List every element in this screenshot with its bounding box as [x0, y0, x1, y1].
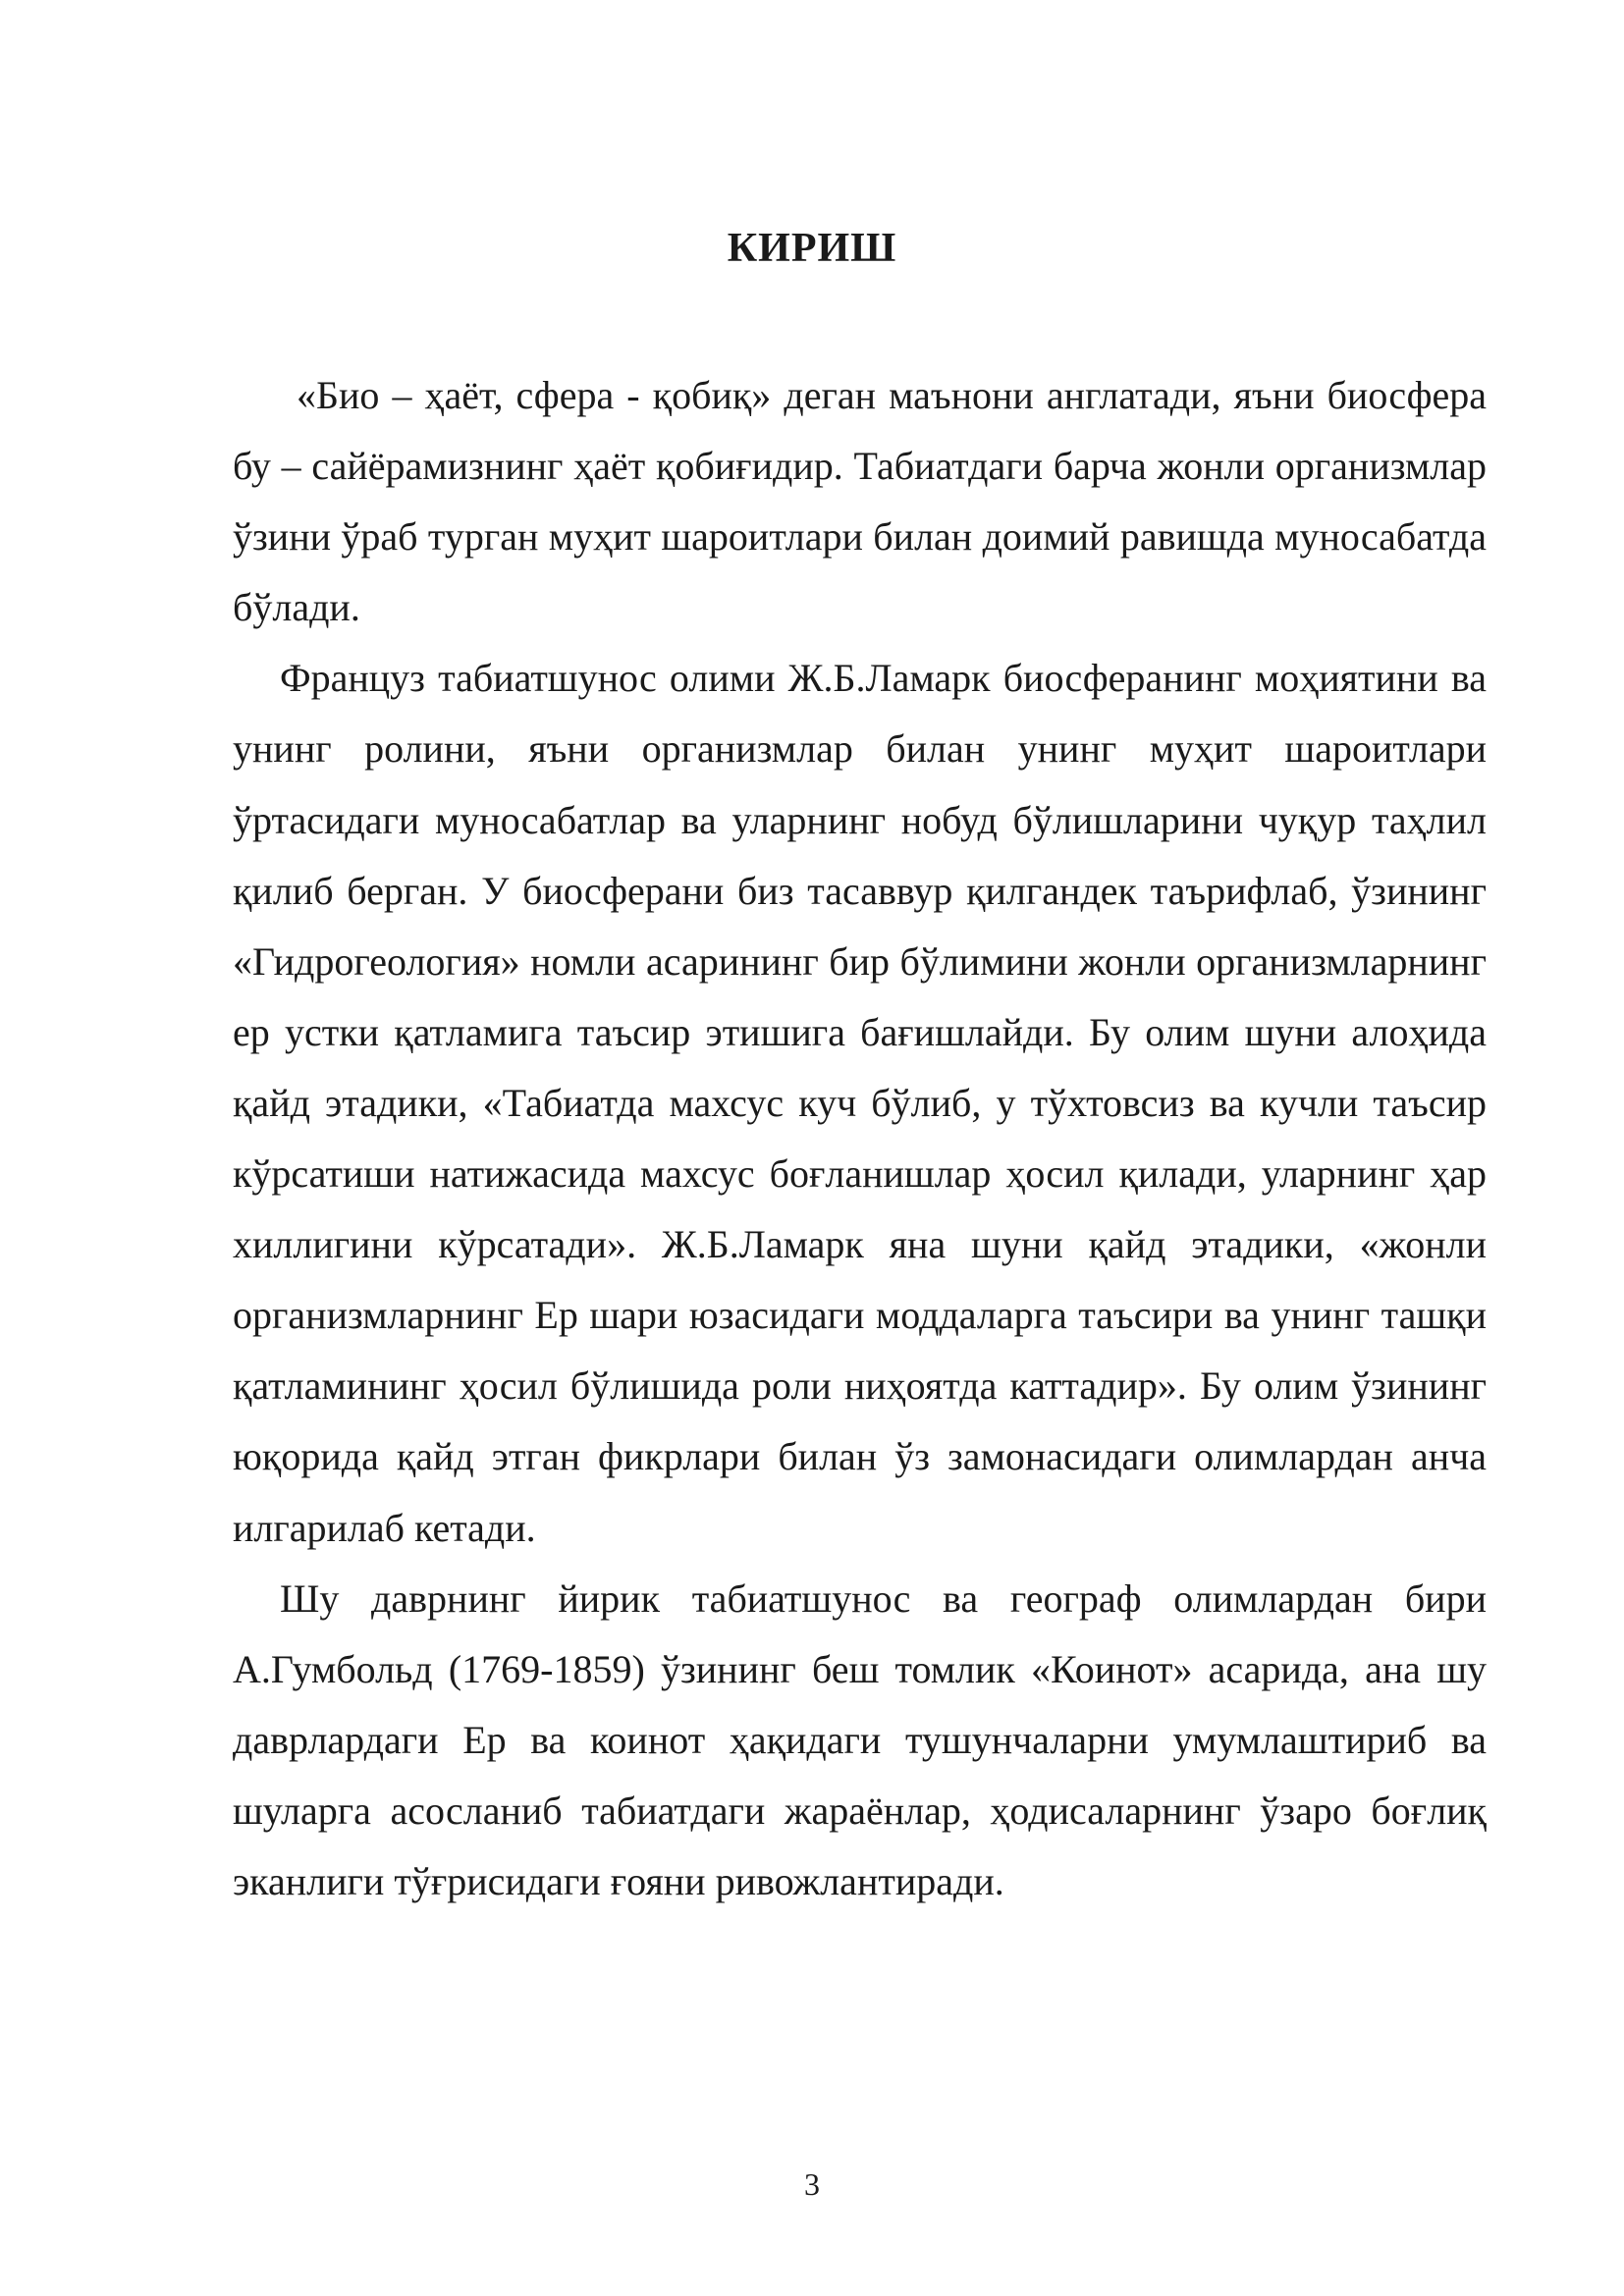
- page-title: КИРИШ: [727, 226, 897, 271]
- page-number: 3: [804, 2166, 820, 2202]
- paragraph-intro: «Био – ҳаёт, сфера - қобиқ» деган маънони англатади, яъни биосфера бу – сайёрамизнинг ҳаёт қобиғидир. Табиатдаги барча жонли организмлар ўзини ўраб турган муҳит шароитлари билан доимий равишда муносабатда бўлади.: [233, 373, 1487, 630]
- paragraph-lamarck: Француз табиатшунос олими Ж.Б.Ламарк биосферанинг моҳиятини ва унинг ролини, яъни организмлар билан унинг муҳит шароитлари ўртасидаги муносабатлар ва уларнинг нобуд бўлишларини чуқур таҳлил қилиб берган. У биосферани биз тасаввур қилгандек таърифлаб, ўзининг «Гидрогеология» номли асарининг бир бўлимини жонли организмларнинг ер устки қатламига таъсир этишига бағишлайди. Бу олим шуни алоҳида қайд этадики, «Табиатда махсус куч бўлиб, у тўхтовсиз ва кучли таъсир кўрсатиши натижасида махсус боғланишлар ҳосил қилади, уларнинг ҳар хиллигини кўрсатади». Ж.Б.Ламарк яна шуни қайд этадики, «жонли организмларнинг Ер шари юзасидаги моддаларга таъсири ва унинг ташқи қатламининг ҳосил бўлишида роли ниҳоятда каттадир». Бу олим ўзининг юқорида қайд этган фикрлари билан ўз замонасидаги олимлардан анча илгарилаб кетади.: [233, 656, 1487, 1550]
- paragraph-humboldt: Шу даврнинг йирик табиатшунос ва географ олимлардан бири А.Гумбольд (1769-1859) ўзининг беш томлик «Коинот» асарида, ана шу даврлардаги Ер ва коинот ҳақидаги тушунчаларни умумлаштириб ва шуларга асосланиб табиатдаги жараёнлар, ҳодисаларнинг ўзаро боғлиқ эканлиги тўғрисидаги ғояни ривожлантиради.: [233, 1575, 1487, 1903]
- body-text: [233, 360, 1487, 1917]
